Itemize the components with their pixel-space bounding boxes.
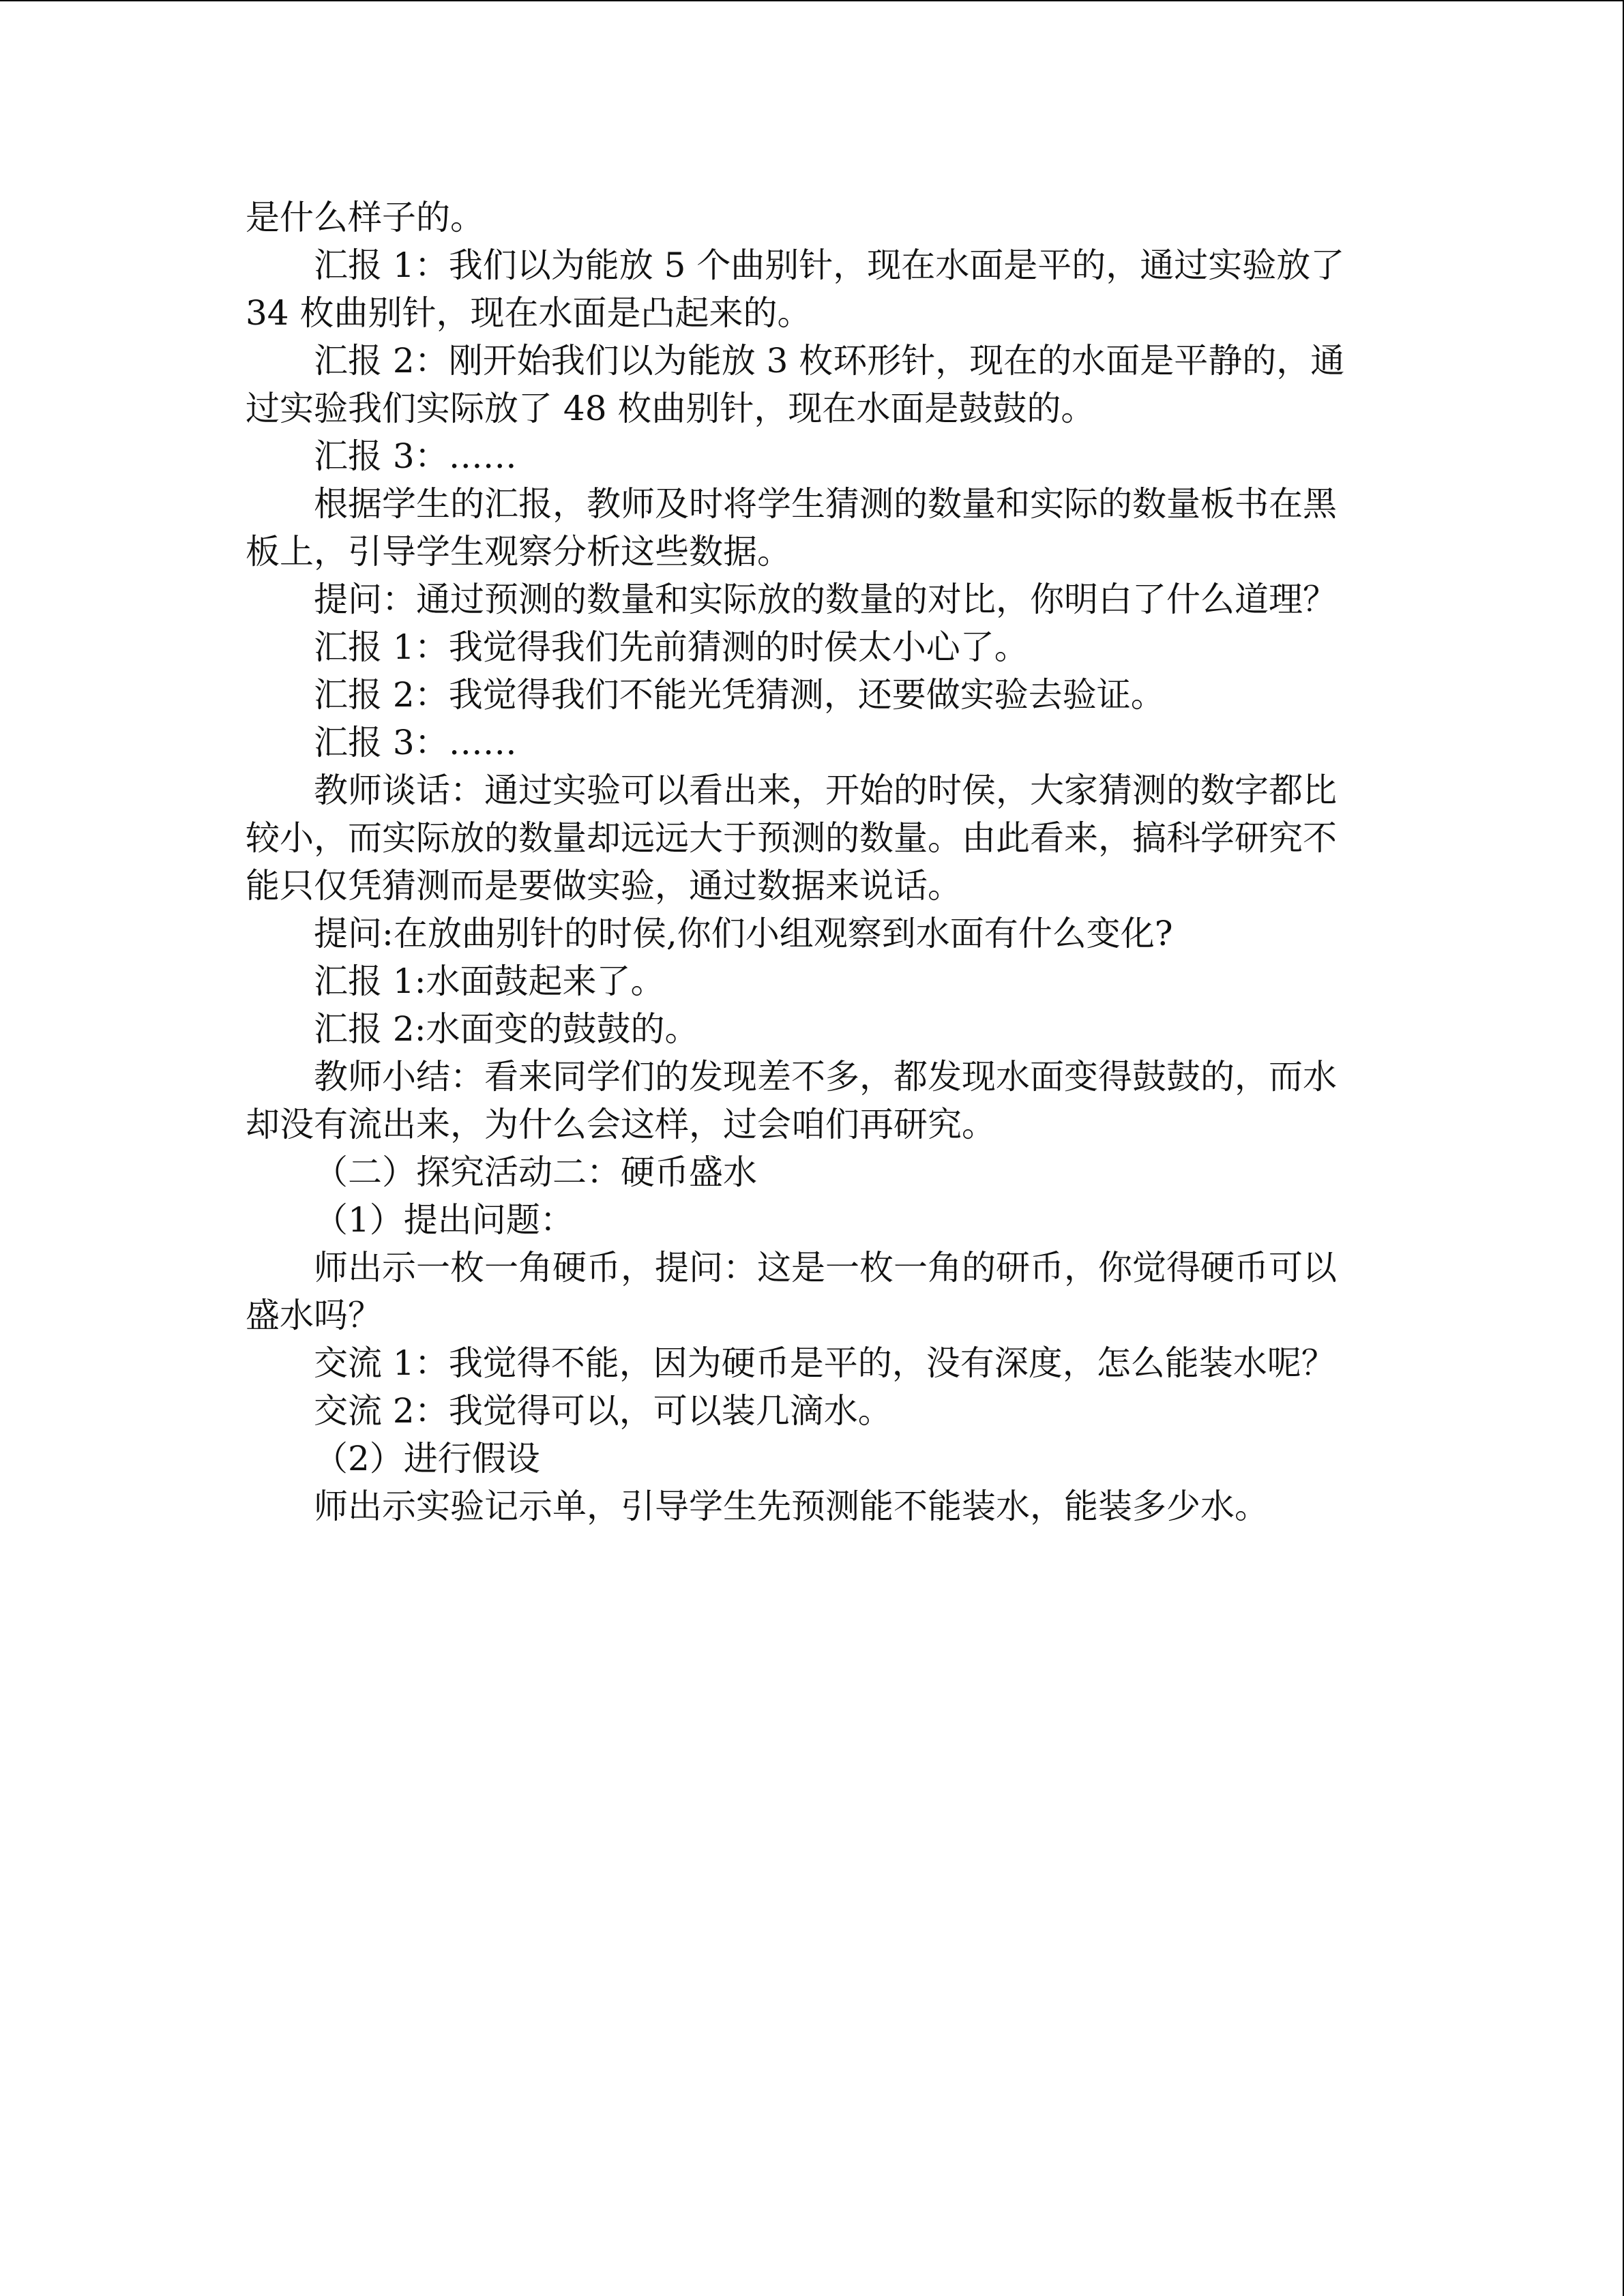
paragraph-question-2: 提问:在放曲别针的时侯,你们小组观察到水面有什么变化?	[314, 914, 1173, 953]
paragraph-water-report-2: 汇报 2:水面变的鼓鼓的。	[314, 1009, 699, 1049]
paragraph-teacher-summary: 教师小结：看来同学们的发现差不多，都发现水面变得鼓鼓的，而水却没有流出来，为什么会这样，过会咱们再研究。	[246, 1057, 1337, 1144]
paragraph-coin-question: 师出示一枚一角硬币，提问：这是一枚一角的研币，你觉得硬币可以盛水吗？	[246, 1248, 1337, 1335]
paragraph-report-1: 汇报 1：我们以为能放 5 个曲别针，现在水面是平的，通过实验放了 34 枚曲别针，现在水面是凸起来的。	[246, 245, 1345, 333]
subheading-hypothesis: （2）进行假设	[314, 1439, 540, 1478]
document-body	[246, 194, 1357, 1530]
section-heading-activity-2: （二）探究活动二：硬币盛水	[314, 1152, 757, 1192]
paragraph-report-2: 汇报 2：刚开始我们以为能放 3 枚环形针，现在的水面是平静的，通过实验我们实际放了 48 枚曲别针，现在水面是鼓鼓的。	[246, 341, 1345, 428]
paragraph-teacher-board: 根据学生的汇报，教师及时将学生猜测的数量和实际的数量板书在黑板上，引导学生观察分析这些数据。	[246, 484, 1337, 571]
paragraph-answer-1: 汇报 1：我觉得我们先前猜测的时侯太小心了。	[314, 627, 1029, 667]
paragraph-exchange-1: 交流 1：我觉得不能，因为硬币是平的，没有深度，怎么能装水呢？	[314, 1343, 1335, 1383]
paragraph-continuation: 是什么样子的。	[246, 198, 484, 237]
paragraph-report-3: 汇报 3：……	[314, 436, 517, 476]
paragraph-water-report-1: 汇报 1:水面鼓起来了。	[314, 961, 665, 1001]
paragraph-answer-2: 汇报 2：我觉得我们不能光凭猜测，还要做实验去验证。	[314, 675, 1165, 715]
paragraph-record-sheet: 师出示实验记示单，引导学生先预测能不能装水，能装多少水。	[314, 1487, 1269, 1526]
paragraph-answer-3: 汇报 3：……	[314, 723, 517, 762]
subheading-raise-question: （1）提出问题：	[314, 1200, 574, 1240]
paragraph-teacher-talk: 教师谈话：通过实验可以看出来，开始的时侯，大家猜测的数字都比较小，而实际放的数量却远远大于预测的数量。由此看来，搞科学研究不能只仅凭猜测而是要做实验，通过数据来说话。	[246, 771, 1337, 906]
paragraph-question: 提问：通过预测的数量和实际放的数量的对比，你明白了什么道理？	[314, 580, 1337, 619]
paragraph-exchange-2: 交流 2：我觉得可以，可以装几滴水。	[314, 1391, 892, 1431]
